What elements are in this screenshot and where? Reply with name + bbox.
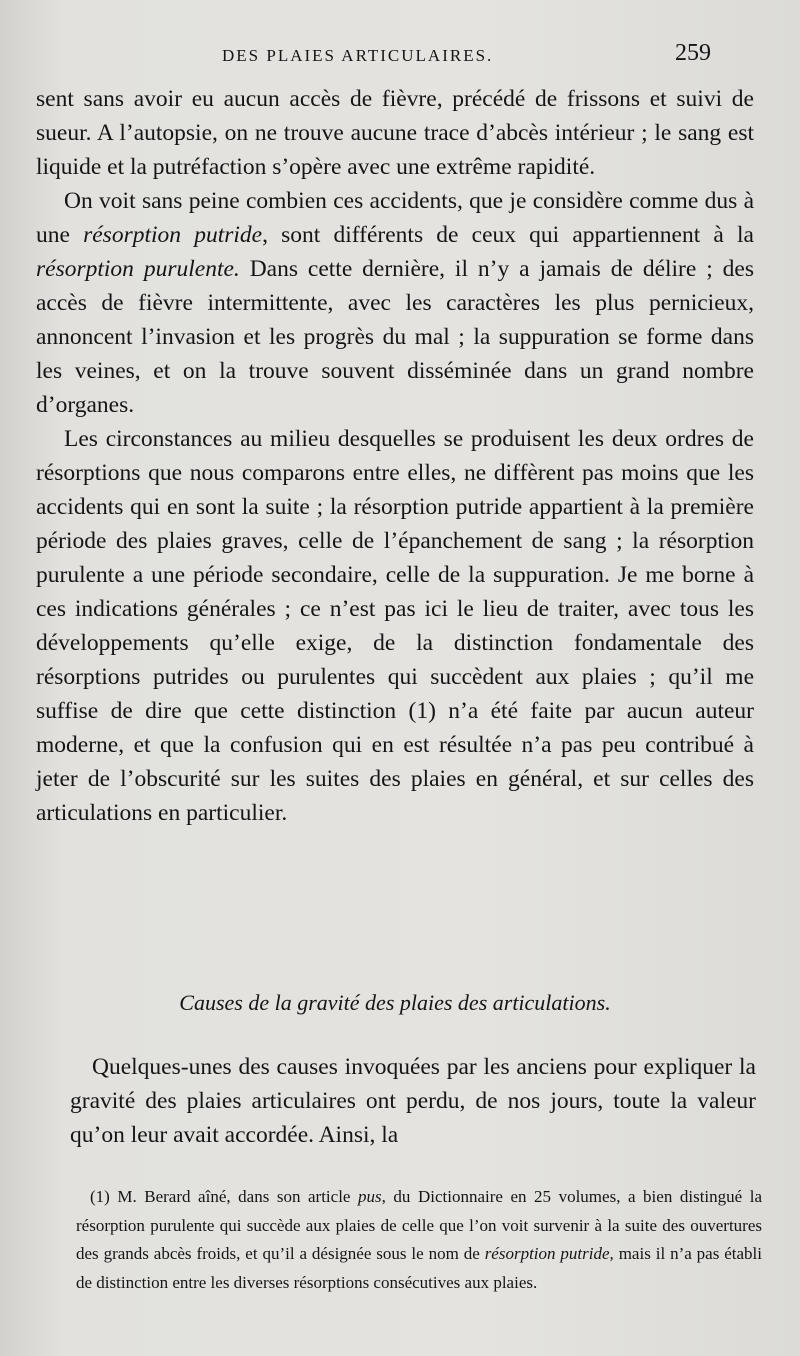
page-header [0,40,800,76]
footnote-text-a: (1) M. Berard aîné, dans son article [90,1187,359,1206]
footnote-text [76,1183,762,1297]
paragraph-4: Quelques-unes des causes invoquées par les anciens pour expliquer la gravité des plaies articulaires ont perdu, de nos jours, toute la valeur qu’on leur avait accordée. Ainsi, la [70,1054,756,1148]
section-heading: Causes de la gravité des plaies des articulations. [179,990,611,1015]
paragraph-2-text-b: , sont différents de ceux qui appartiennent à la [262,222,754,248]
paragraph-1: sent sans avoir eu aucun accès de fièvre, précédé de frissons et suivi de sueur. A l’autopsie, on ne trouve aucune trace d’abcès intérieur ; le sang est liquide et la putréfaction s’opère avec une extrême rapidité. [36,86,754,180]
running-head: DES PLAIES ARTICULAIRES. [222,46,494,65]
paragraph-2 [36,184,754,422]
footnote [76,1183,762,1297]
paragraph-2-text-a: On voit sans peine combien ces accidents, que je considère comme dus à une [36,188,754,248]
section-text [70,1050,756,1152]
footnote-text-c: , mais il n’a pas établi de distinction entre les diverses résorptions consécutives aux plaies. [76,1244,763,1292]
footnote-emphasis-2: résorption putride [484,1244,610,1263]
footnote-text-b: , du Dictionnaire en 25 volumes, a bien distingué la résorption purulente qui succède aux plaies de celle que l’on voit survenir à la suite des ouvertures des grands abcès froids, et qu’il a désignée sous le nom de [76,1187,762,1263]
paragraph-2-text-c: Dans cette dernière, il n’y a jamais de délire ; des accès de fièvre intermittente, avec les caractères les plus pernicieux, annoncent l’invasion et les progrès du mal ; la suppuration se forme dans les veines, et on la trouve souvent disséminée dans un grand nombre d’organes. [36,256,754,418]
main-text [36,82,754,830]
page-number: 259 [675,40,711,66]
paragraph-3: Les circonstances au milieu desquelles se produisent les deux ordres de résorptions que nous comparons entre elles, ne diffèrent pas moins que les accidents qui en sont la suite ; la résorption putride appartient à la première période des plaies graves, celle de l’épanchement de sang ; la résorption purulente a une période secondaire, celle de la suppuration. Je me borne à ces indications générales ; ce n’est pas ici le lieu de traiter, avec tous les développements qu’elle exige, de la distinction fondamentale des résorptions putrides ou purulentes qui succèdent aux plaies ; qu’il me suffise de dire que cette distinction (1) n’a été faite par aucun auteur moderne, et que la confusion qui en est résultée n’a pas peu contribué à jeter de l’obscurité sur les suites des plaies en général, et sur celles des articulations en particulier. [36,426,754,826]
paragraph-2-emphasis-2: résorption purulente. [36,256,240,282]
footnote-emphasis-1: pus [358,1187,382,1206]
paragraph-2-emphasis-1: résorption putride [83,222,263,248]
